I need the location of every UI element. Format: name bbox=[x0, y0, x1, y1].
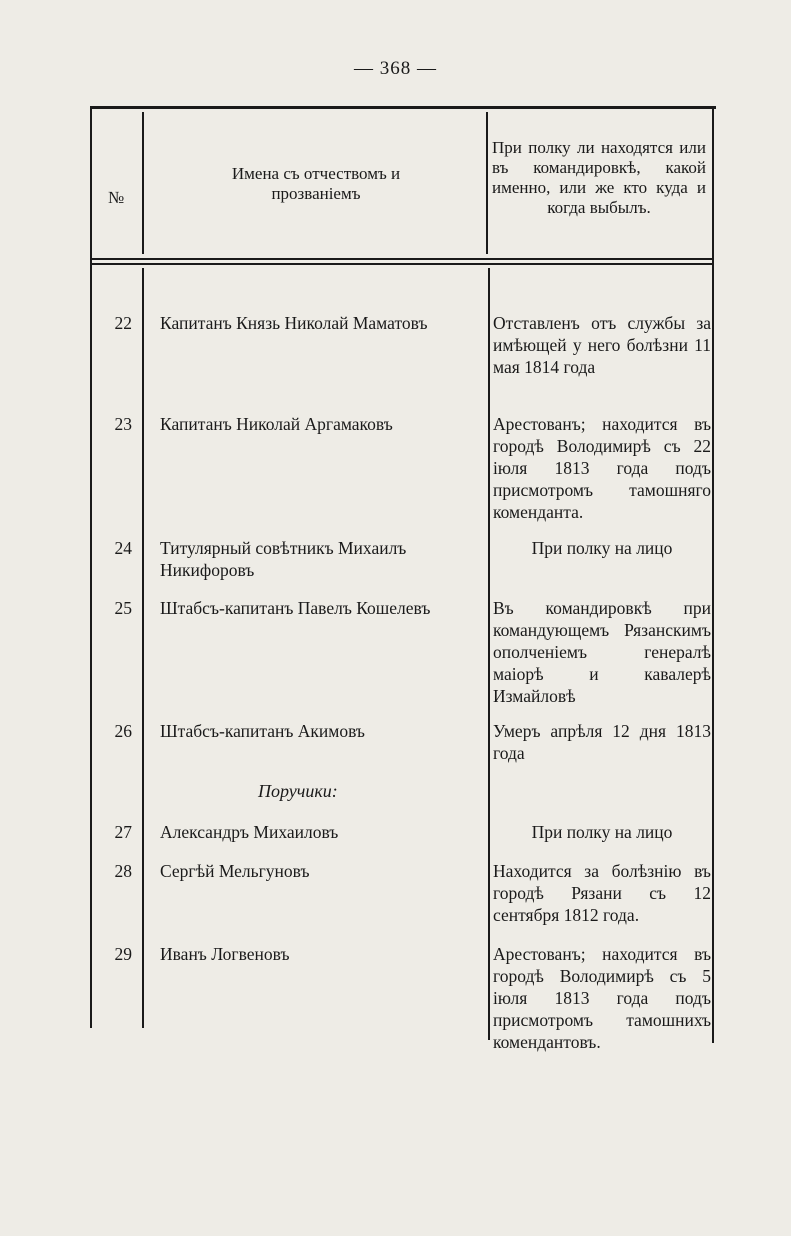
row-27-status: При полку на лицо bbox=[531, 822, 673, 842]
row-26-name: Штабсъ-капитанъ Акимовъ bbox=[160, 721, 365, 741]
table-right-border bbox=[712, 108, 714, 1043]
row-23-num: 23 bbox=[114, 414, 132, 434]
row-29-name: Иванъ Логвеновъ bbox=[160, 944, 290, 964]
row-26-num: 26 bbox=[114, 721, 132, 741]
row-24-name: Титулярный совѣтникъ Михаилъ Никифоровъ bbox=[160, 538, 407, 580]
row-22-num: 22 bbox=[114, 313, 132, 333]
row-29-num: 29 bbox=[114, 944, 132, 964]
column-divider-1-body bbox=[142, 268, 144, 1028]
header-status: При полку ли находятся или въ командировкѣ, какой именно, или же кто куда и когда выбылъ. bbox=[492, 138, 706, 217]
row-25-name: Штабсъ-капитанъ Павелъ Кошелевъ bbox=[160, 598, 431, 618]
column-divider-1 bbox=[142, 112, 144, 254]
section-label-poruchiki: Поручики: bbox=[258, 781, 338, 801]
header-bottom-rule bbox=[90, 258, 712, 260]
row-27-name: Александръ Михаиловъ bbox=[160, 822, 339, 842]
table-left-border bbox=[90, 108, 92, 1028]
row-28-status: Находится за болѣзнію въ городѣ Рязани съ 12 сентября 1812 года. bbox=[493, 861, 711, 925]
header-name: Имена съ отчествомъ и прозваніемъ bbox=[231, 164, 401, 203]
header-bottom-rule-2 bbox=[90, 263, 712, 265]
row-22-name: Капитанъ Князь Николай Маматовъ bbox=[160, 313, 428, 333]
row-26-status: Умеръ апрѣля 12 дня 1813 года bbox=[493, 721, 711, 763]
header-number: № bbox=[108, 188, 125, 207]
row-24-num: 24 bbox=[114, 538, 132, 558]
row-24-status: При полку на лицо bbox=[531, 538, 673, 558]
row-28-name: Сергѣй Мельгуновъ bbox=[160, 861, 310, 881]
row-23-status: Арестованъ; находится въ городѣ Володимирѣ съ 22 іюля 1813 года подъ присмотромъ тамошняго коменданта. bbox=[493, 414, 711, 522]
table-top-rule bbox=[90, 106, 716, 109]
column-divider-2-body bbox=[488, 268, 490, 1040]
row-29-status: Арестованъ; находится въ городѣ Володимирѣ съ 5 іюля 1813 года подъ присмотромъ тамошнихъ комендантовъ. bbox=[493, 944, 711, 1052]
row-28-num: 28 bbox=[114, 861, 132, 881]
row-25-status: Въ командировкѣ при командующемъ Рязанскимъ ополченіемъ генералѣ маіорѣ и кавалерѣ Измайловѣ bbox=[493, 598, 711, 706]
row-22-status: Отставленъ отъ службы за имѣющей у него болѣзни 11 мая 1814 года bbox=[493, 313, 711, 377]
page-number: — 368 — bbox=[354, 58, 437, 79]
row-27-num: 27 bbox=[114, 822, 132, 842]
row-23-name: Капитанъ Николай Аргамаковъ bbox=[160, 414, 393, 434]
row-25-num: 25 bbox=[114, 598, 132, 618]
column-divider-2 bbox=[486, 112, 488, 254]
